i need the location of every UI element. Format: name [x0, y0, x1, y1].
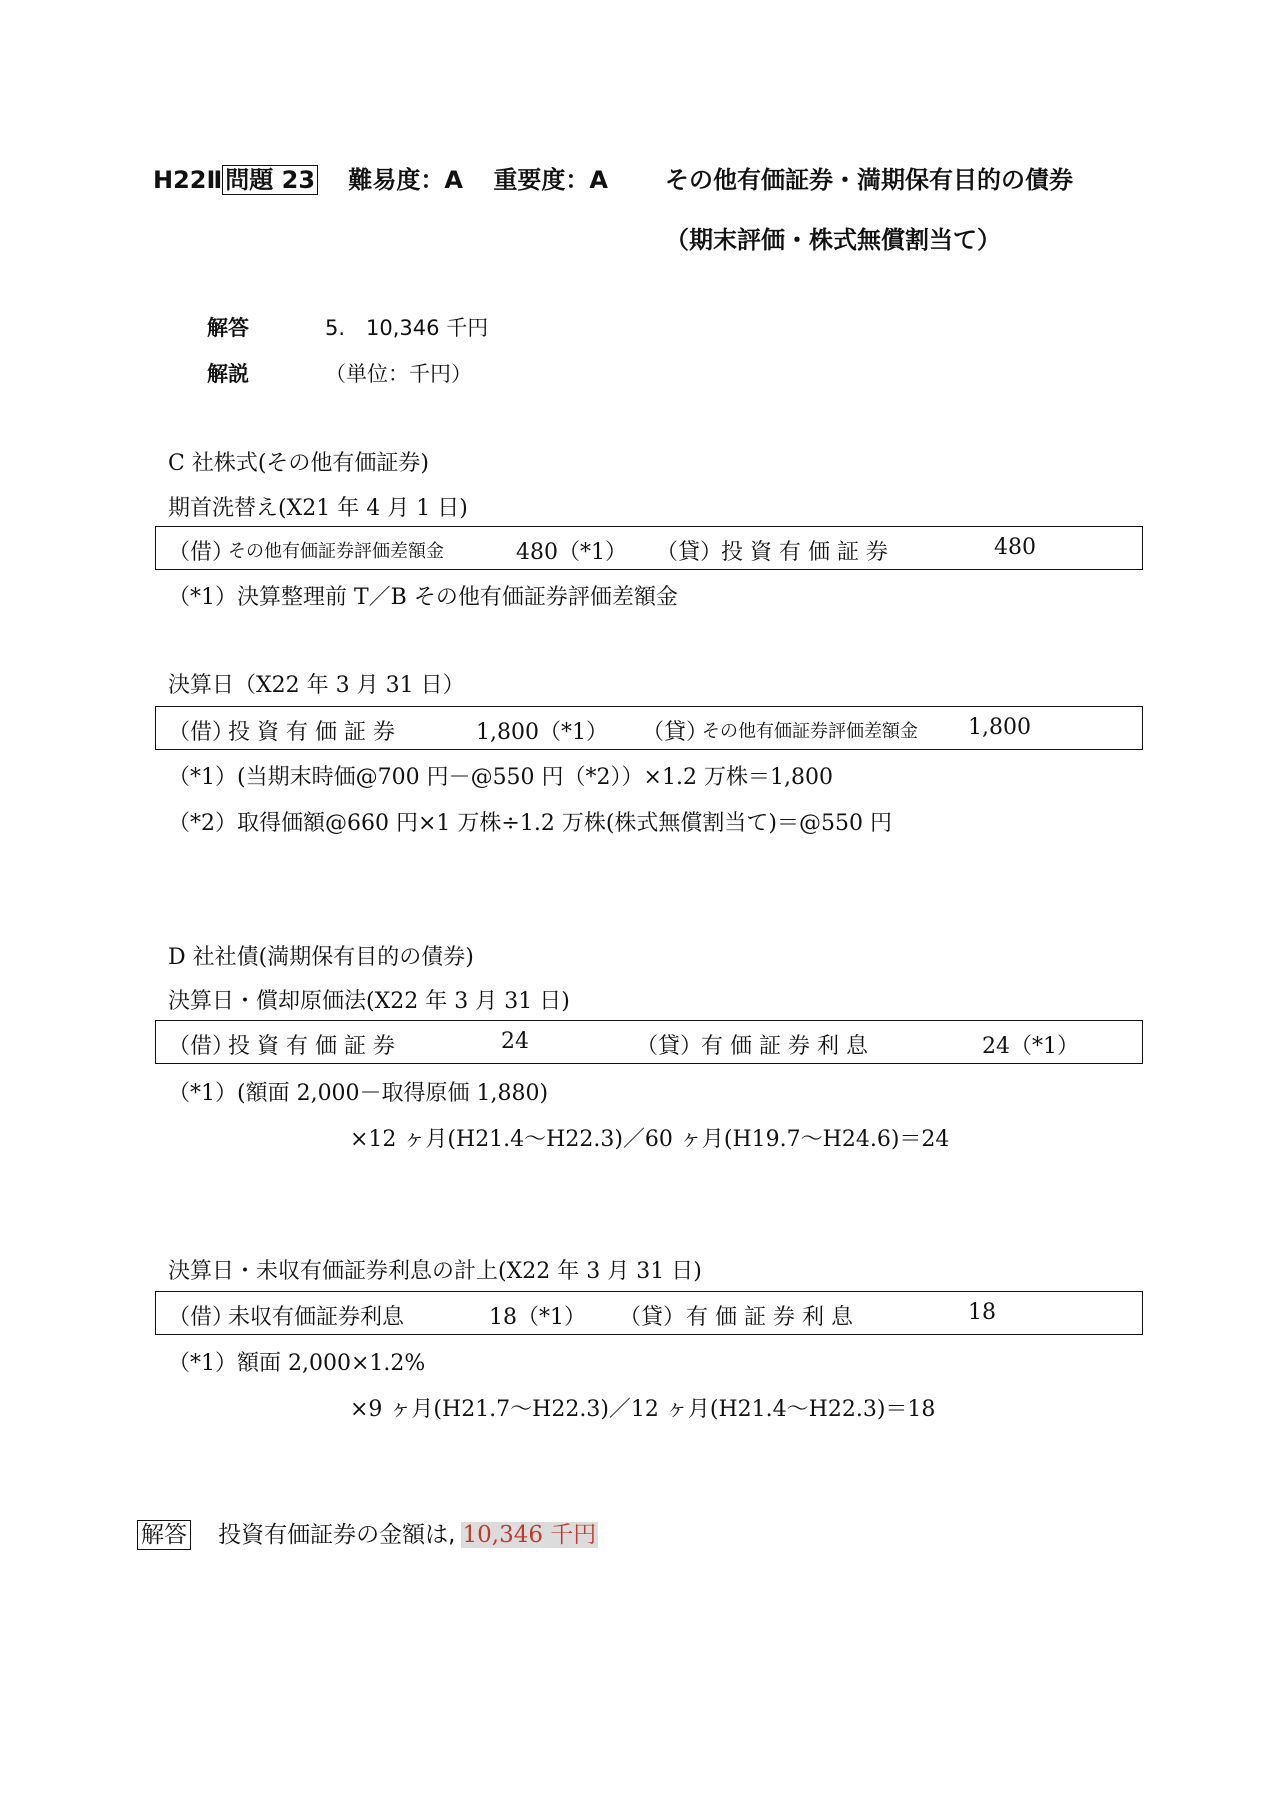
section-c-note3: （*2）取得価額@660 円×1 万株÷1.2 万株(株式無償割当て)＝@550 円	[168, 811, 892, 836]
section-d-sub2: 決算日・未収有価証券利息の計上(X22 年 3 月 31 日)	[168, 1259, 702, 1284]
importance: 重要度：A	[493, 166, 608, 194]
credit-account: 有 価 証 券 利 息	[686, 1305, 853, 1330]
difficulty: 難易度：A	[348, 166, 463, 194]
journal-entry-c2	[155, 706, 1143, 750]
answer-value: 5. 10,346 千円	[325, 316, 489, 340]
debit-account: その他有価証券評価差額金	[228, 541, 444, 562]
debit-amount: 18（*1）	[489, 1305, 586, 1330]
section-d-note1b: ×12 ヶ月(H21.4～H22.3)／60 ヶ月(H19.7～H24.6)＝24	[350, 1127, 950, 1152]
debit-label: （借）	[168, 540, 235, 565]
problem-number: 問題 23	[222, 165, 318, 195]
debit-amount: 1,800（*1）	[476, 720, 608, 745]
exam-code: H22Ⅱ	[153, 166, 223, 194]
journal-entry-d2	[155, 1291, 1143, 1335]
debit-account: 投 資 有 価 証 券	[228, 720, 395, 745]
section-c-sub1: 期首洗替え(X21 年 4 月 1 日)	[168, 496, 468, 521]
credit-amount: 24（*1）	[982, 1034, 1079, 1059]
unit-label: （単位：千円）	[325, 362, 472, 386]
debit-amount: 480（*1）	[516, 540, 627, 565]
debit-label: （借）	[168, 1034, 235, 1059]
credit-amount: 480	[994, 535, 1036, 560]
debit-account: 投 資 有 価 証 券	[228, 1034, 395, 1059]
journal-entry-c1	[155, 526, 1143, 570]
section-c-sub2: 決算日（X22 年 3 月 31 日）	[168, 673, 465, 698]
credit-label: （貸）	[642, 720, 709, 745]
debit-amount: 24	[501, 1029, 529, 1054]
section-d-note2a: （*1）額面 2,000×1.2%	[168, 1351, 426, 1376]
debit-account: 未収有価証券利息	[228, 1305, 405, 1330]
topic-subtitle: （期末評価・株式無償割当て）	[665, 226, 1001, 254]
final-answer-text: 投資有価証券の金額は,	[218, 1522, 456, 1548]
debit-label: （借）	[168, 1305, 235, 1330]
topic-title: その他有価証券・満期保有目的の債券	[665, 166, 1073, 194]
credit-label: （貸）	[656, 540, 723, 565]
credit-label: （貸）	[619, 1305, 686, 1330]
section-d-note1a: （*1）(額面 2,000－取得原価 1,880)	[168, 1081, 549, 1106]
problem-header	[153, 160, 608, 195]
explanation-label: 解説	[207, 362, 249, 386]
answer-label: 解答	[207, 316, 249, 340]
credit-account: その他有価証券評価差額金	[702, 721, 918, 742]
credit-amount: 18	[968, 1300, 996, 1325]
section-d-title: D 社社債(満期保有目的の債券)	[168, 945, 474, 970]
final-answer-label: 解答	[137, 1520, 191, 1550]
section-d-sub1: 決算日・償却原価法(X22 年 3 月 31 日)	[168, 989, 570, 1014]
credit-label: （貸）	[636, 1034, 703, 1059]
credit-account: 投 資 有 価 証 券	[721, 540, 888, 565]
final-answer	[137, 1516, 598, 1549]
section-d-note2b: ×9 ヶ月(H21.7～H22.3)／12 ヶ月(H21.4～H22.3)＝18	[350, 1397, 936, 1422]
debit-label: （借）	[168, 720, 235, 745]
final-answer-amount: 10,346 千円	[462, 1522, 597, 1548]
section-c-note1: （*1）決算整理前 T／B その他有価証券評価差額金	[168, 585, 678, 610]
journal-entry-d1	[155, 1020, 1143, 1064]
section-c-title: C 社株式(その他有価証券)	[168, 451, 429, 476]
credit-account: 有 価 証 券 利 息	[701, 1034, 868, 1059]
section-c-note2: （*1）(当期末時価@700 円－@550 円（*2））×1.2 万株＝1,800	[168, 765, 833, 790]
credit-amount: 1,800	[968, 715, 1031, 740]
